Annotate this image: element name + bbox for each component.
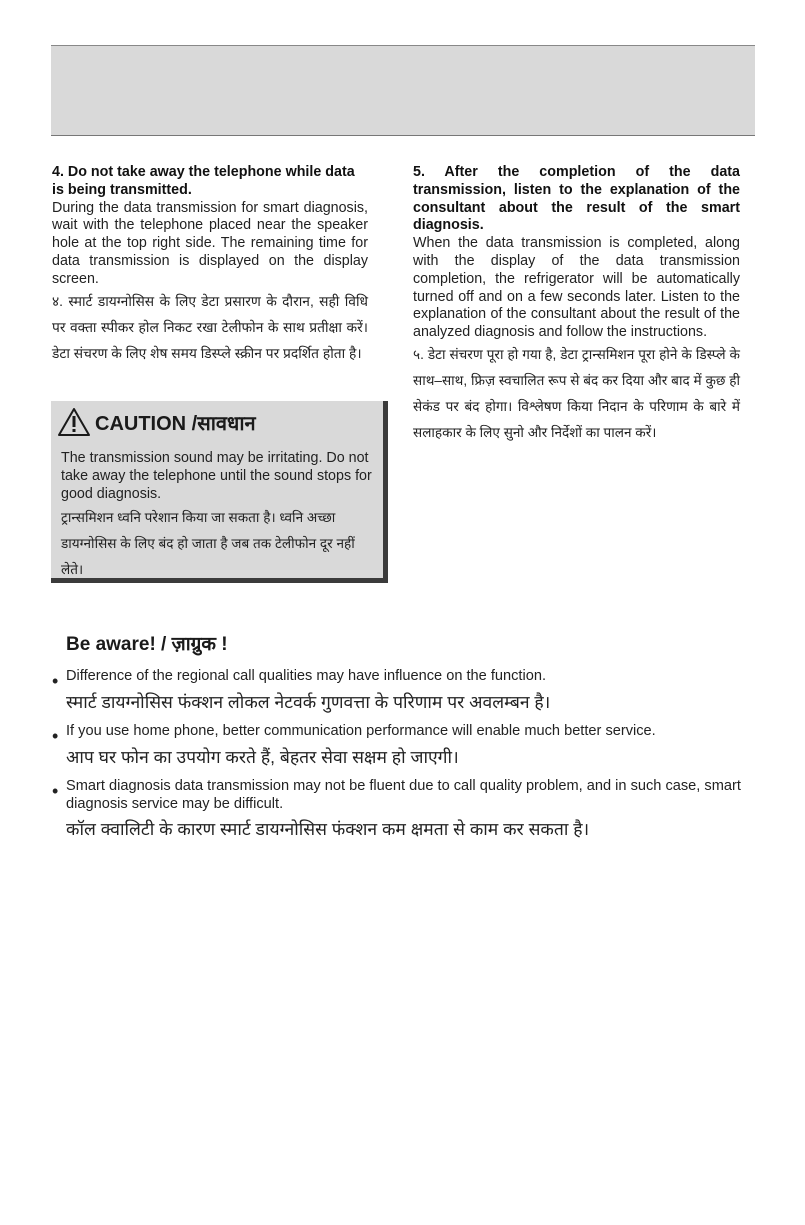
header-band xyxy=(51,45,755,136)
step-5-heading: 5. After the completion of the data transmission, listen to the explanation of the consultant about the result of the smart diagnosis. xyxy=(413,164,740,234)
aware-item-3 xyxy=(52,778,767,840)
aware-item-2-en: If you use home phone, better communication performance will enable much better service. xyxy=(66,723,656,739)
caution-box xyxy=(51,401,388,583)
warning-triangle-icon xyxy=(57,407,91,437)
caution-title xyxy=(57,407,256,437)
be-aware-title: Be aware! / ज़ाग्रुक ! xyxy=(66,634,228,655)
step-5-body-hi: ५. डेटा संचरण पूरा हो गया है, डेटा ट्रान्समिशन पूरा होने के डिस्प्ले के साथ–साथ, फ्रिज़ स्वचालित रूप से बंद कर दिया और बाद में कुछ ही सेकंड पर बंद होगा। विश्लेषण किया निदान के परिणाम के बारे में सलाहकार के लिए सुनो और निर्देशों का पालन करें। xyxy=(413,346,740,440)
aware-item-2 xyxy=(52,723,767,768)
step-5-section xyxy=(413,164,740,446)
step-4-body-hi: ४. स्मार्ट डायग्नोसिस के लिए डेटा प्रसारण के दौरान, सही विधि पर वक्ता स्पीकर होल निकट रखा टेलीफोन के साथ प्रतीक्षा करें। डेटा संचरण के लिए शेष समय डिस्प्ले स्क्रीन पर प्रदर्शित होता है। xyxy=(52,293,368,361)
aware-item-1 xyxy=(52,668,767,713)
caution-body-en: The transmission sound may be irritating. Do not take away the telephone until the sound stops for good diagnosis. xyxy=(61,450,372,502)
aware-item-1-en: Difference of the regional call qualities may have influence on the function. xyxy=(66,668,546,684)
aware-item-3-hi: कॉल क्वालिटी के कारण स्मार्ट डायग्नोसिस फंक्शन कम क्षमता से काम कर सकता है। xyxy=(66,819,590,839)
caution-body-hi: ट्रान्समिशन ध्वनि परेशान किया जा सकता है। ध्वनि अच्छा डायग्नोसिस के लिए बंद हो जाता है जब तक टेलीफोन दूर नहीं लेते। xyxy=(61,510,355,577)
caution-body xyxy=(61,449,379,583)
aware-item-1-hi: स्मार्ट डायग्नोसिस फंक्शन लोकल नेटवर्क गुणवत्ता के परिणाम पर अवलम्बन है। xyxy=(66,691,551,712)
bullet-icon: • xyxy=(52,671,59,691)
bullet-icon: • xyxy=(52,781,59,801)
step-5-body-en: When the data transmission is completed, along with the display of the data transmission completion, the refrigerator will be automatically turned off and on a few seconds later. Listen to the explanation of the consultant about the result of the analyzed diagnosis and follow the instructions. xyxy=(413,235,740,341)
caution-title-text: CAUTION /सावधान xyxy=(95,412,256,435)
step-4-section xyxy=(52,164,368,367)
aware-item-2-hi: आप घर फोन का उपयोग करते हैं, बेहतर सेवा सक्षम हो जाएगी। xyxy=(66,746,459,767)
bullet-icon: • xyxy=(52,726,59,746)
step-4-body-en: During the data transmission for smart diagnosis, wait with the telephone placed near the speaker hole at the top right side. The remaining time for data transmission is displayed on the display screen. xyxy=(52,199,368,287)
step-4-heading: 4. Do not take away the telephone while data is being transmitted. xyxy=(52,164,355,198)
aware-item-3-en: Smart diagnosis data transmission may not be fluent due to call quality problem, and in such case, smart diagnosis service may be difficult. xyxy=(66,778,741,812)
